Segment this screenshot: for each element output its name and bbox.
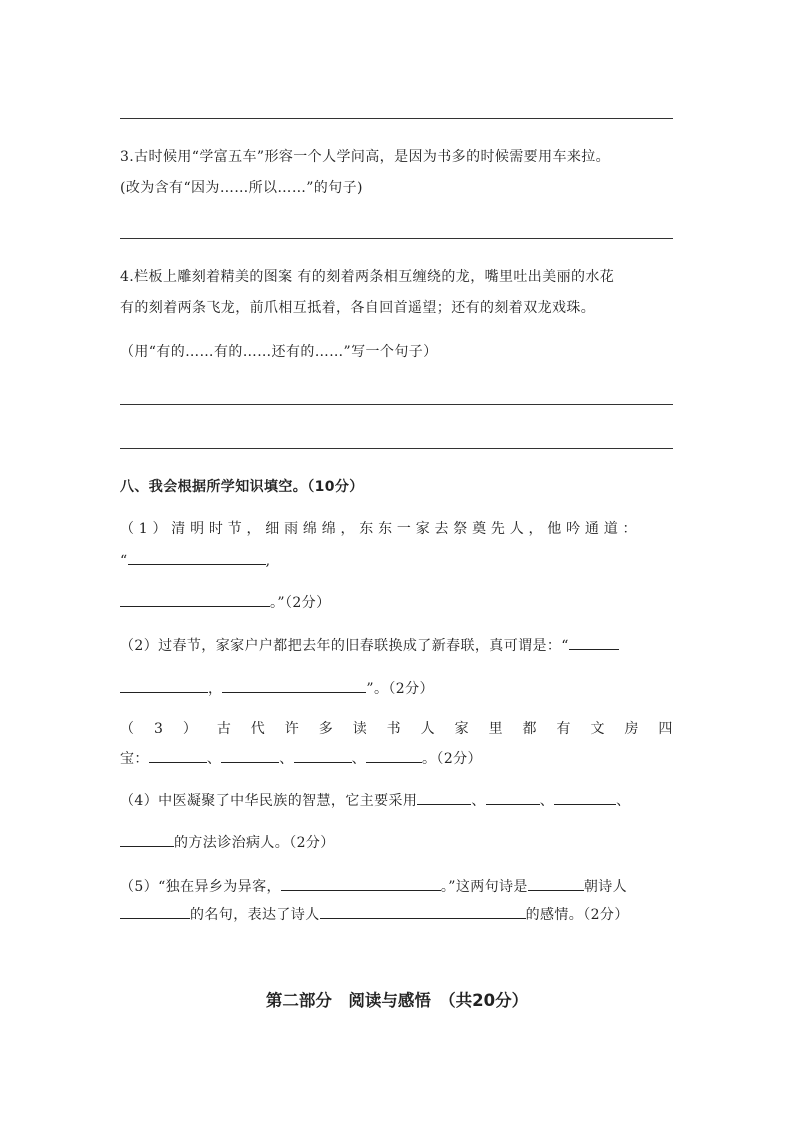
- item-2-score: ”。（2分）: [366, 681, 434, 697]
- blank-field[interactable]: [222, 678, 366, 693]
- char: ）: [182, 721, 198, 737]
- item-3-line2: [120, 748, 680, 769]
- blank-field[interactable]: [569, 635, 619, 650]
- separator: 、: [279, 751, 294, 767]
- open-quote: “: [120, 553, 128, 569]
- item-3-line1: [120, 719, 680, 739]
- item-2-line2: [120, 678, 680, 699]
- item-5-text-end: 朝诗人: [583, 879, 628, 895]
- separator: 、: [206, 751, 222, 767]
- item-5-text-mid: 。”这两句诗是: [440, 879, 528, 895]
- answer-line: [120, 404, 673, 405]
- q3-text: 3.古时候用“学富五车”形容一个人学问高，是因为书多的时候需要用车来拉。: [120, 149, 611, 165]
- q4-text-line1: 4.栏板上雕刻着精美的图案 有的刻着两条相互缠绕的龙，嘴里吐出美丽的水花: [120, 269, 615, 285]
- blank-field[interactable]: [149, 748, 207, 763]
- char: 3: [153, 721, 164, 737]
- item-4-line2: [120, 832, 680, 853]
- item-3-score: 。（2分）: [422, 751, 482, 767]
- blank-field[interactable]: [528, 876, 584, 891]
- answer-line: [120, 448, 673, 449]
- q4-instruction: （用“有的……有的……还有的……”写一个句子）: [120, 344, 438, 360]
- separator: 、: [351, 751, 367, 767]
- item-1-text: （1）清明时节，细雨绵绵，东东一家去祭奠先人，他吟通道：: [120, 521, 642, 537]
- char: 书: [386, 721, 402, 737]
- item-5-score: 的感情。（2分）: [525, 907, 629, 923]
- q4-text-line2: 有的刻着两条飞龙，前爪相互抵着，各自回首遥望；还有的刻着双龙戏珠。: [120, 300, 596, 316]
- separator: 、: [471, 793, 486, 809]
- item-5-line2: [120, 904, 680, 925]
- item-5-text-2: 的名句，表达了诗人: [190, 907, 320, 923]
- char: 都: [522, 721, 537, 737]
- part-2-title: 第二部分 阅读与感悟 （共20分）: [265, 991, 529, 1010]
- blank-field[interactable]: [120, 592, 270, 607]
- answer-line: [120, 238, 673, 239]
- char: 四: [658, 721, 673, 737]
- char: 人: [420, 721, 436, 737]
- blank-field[interactable]: [120, 832, 174, 847]
- answer-line: [120, 118, 673, 119]
- char: 多: [318, 721, 334, 737]
- blank-field[interactable]: [120, 678, 208, 693]
- char: 古: [216, 721, 232, 737]
- comma: ,: [265, 553, 271, 569]
- char: 许: [284, 721, 300, 737]
- item-5-text: （5）“独在异乡为异客，: [120, 879, 281, 895]
- char: 文: [590, 721, 605, 737]
- blank-field[interactable]: [366, 748, 422, 763]
- char: 里: [488, 721, 503, 737]
- char: 读: [352, 721, 368, 737]
- char: （: [120, 721, 135, 737]
- blank-field[interactable]: [281, 876, 441, 891]
- item-4-score: 的方法诊治病人。（2分）: [174, 835, 335, 851]
- item-2-text: （2）过春节，家家户户都把去年的旧春联换成了新春联，真可谓是：“: [120, 638, 569, 654]
- item-5-line1: [120, 876, 680, 897]
- blank-field[interactable]: [320, 904, 526, 919]
- comma: ，: [208, 681, 223, 697]
- item-1-line2: [120, 550, 680, 571]
- separator: 、: [539, 793, 555, 809]
- char: 有: [556, 721, 571, 737]
- item-1-line3: [120, 592, 680, 613]
- section-8-heading: 八、我会根据所学知识填空。（10分）: [120, 479, 364, 495]
- char: 家: [454, 721, 469, 737]
- q3-instruction: (改为含有“因为……所以……”的句子): [120, 180, 363, 196]
- item-1-score: 。”（2分）: [270, 595, 331, 611]
- blank-field[interactable]: [554, 790, 616, 805]
- blank-field[interactable]: [294, 748, 352, 763]
- item-4-line1: [120, 790, 680, 811]
- char: 代: [250, 721, 266, 737]
- item-4-text: （4）中医凝聚了中华民族的智慧，它主要采用: [120, 793, 418, 809]
- blank-field[interactable]: [221, 748, 279, 763]
- item-3-label: 宝：: [120, 751, 149, 767]
- char: 房: [624, 721, 639, 737]
- separator: 、: [616, 793, 631, 809]
- blank-field[interactable]: [120, 904, 190, 919]
- blank-field[interactable]: [128, 550, 266, 565]
- item-3-spread-text: [120, 719, 673, 739]
- item-2-line1: [120, 635, 680, 656]
- blank-field[interactable]: [486, 790, 540, 805]
- blank-field[interactable]: [417, 790, 471, 805]
